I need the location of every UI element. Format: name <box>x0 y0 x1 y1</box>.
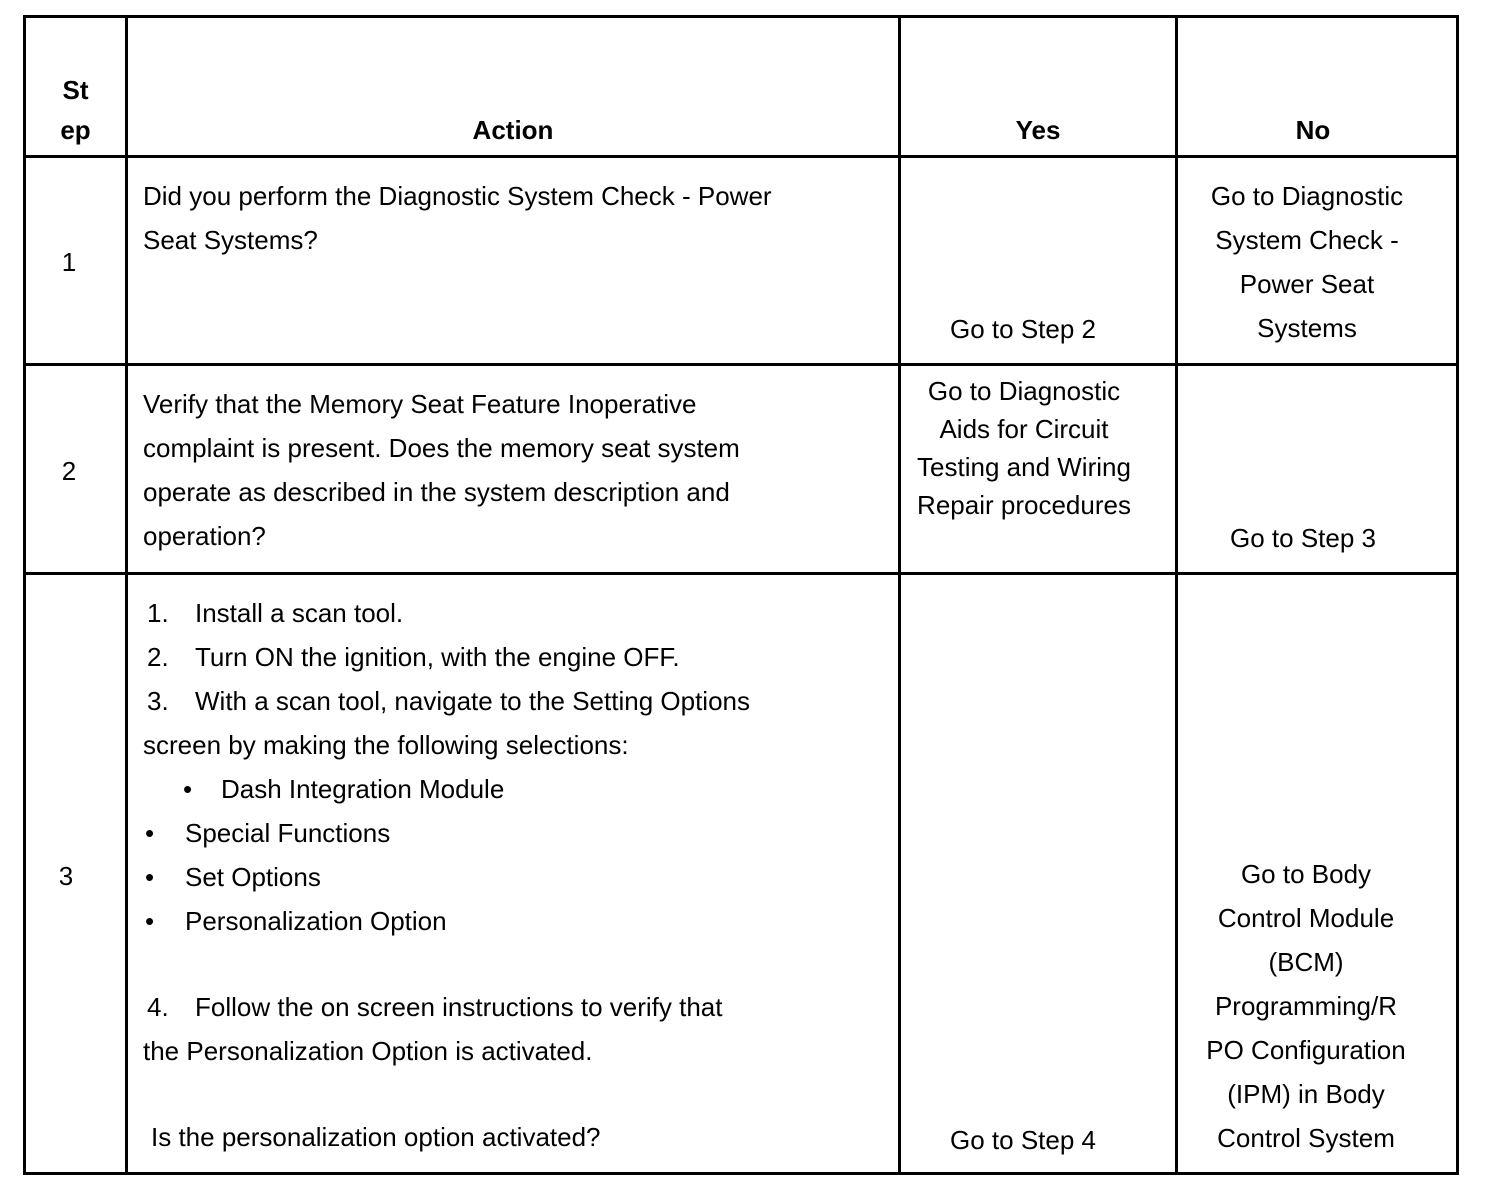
row3-no-line2: Control Module <box>1217 903 1395 933</box>
row1-no <box>1178 174 1436 350</box>
row2-yes <box>901 372 1147 524</box>
bullet-icon: • <box>145 818 155 848</box>
bullet-icon: • <box>145 862 155 892</box>
row3-step-item <box>143 635 750 679</box>
row2-yes-line4: Repair procedures <box>917 490 1131 520</box>
diagnostic-table <box>23 15 1459 1175</box>
column-divider-step <box>125 18 128 1172</box>
row1-no-line2: System Check - <box>1215 225 1399 255</box>
bullet-item <box>143 855 750 899</box>
row3-no-line6: (IPM) in Body <box>1227 1079 1385 1109</box>
bullet-item <box>143 767 750 811</box>
row2-action-line2: complaint is present. Does the memory seat system <box>143 433 740 463</box>
bullet-icon: • <box>183 774 193 804</box>
row1-no-line1: Go to Diagnostic <box>1210 181 1404 211</box>
row1-action-line2: Seat Systems? <box>143 225 318 255</box>
row3-no-line3: (BCM) <box>1268 947 1344 977</box>
row3-no-line5: PO Configuration <box>1206 1035 1406 1065</box>
row1-no-line4: Systems <box>1257 313 1357 343</box>
row1-action <box>143 174 772 262</box>
row2-action-line3: operate as described in the system description and <box>143 477 730 507</box>
row3-no-line7: Control System <box>1217 1123 1395 1153</box>
row2-action-line4: operation? <box>143 521 266 551</box>
bullet-text: Dash Integration Module <box>221 774 505 804</box>
row1-yes: Go to Step 2 <box>950 314 1096 344</box>
row3-step3-continuation: screen by making the following selections: <box>143 730 629 760</box>
row2-yes-line2: Aids for Circuit <box>939 414 1109 444</box>
row3-question: Is the personalization option activated? <box>151 1122 601 1152</box>
row3-step-item <box>143 679 750 723</box>
bullet-text: Set Options <box>185 862 321 892</box>
row3-step4-item <box>143 985 750 1029</box>
bullet-icon: • <box>145 906 155 936</box>
row3-step-num: 2. <box>147 642 169 672</box>
row3-step-item <box>143 591 750 635</box>
header-action: Action <box>472 115 554 145</box>
column-divider-action <box>898 18 901 1172</box>
header-yes: Yes <box>1015 115 1061 145</box>
row3-step-num: 4. <box>147 992 169 1022</box>
header-no: No <box>1295 115 1331 145</box>
row3-no <box>1178 852 1434 1160</box>
row-divider-1 <box>26 363 1456 366</box>
row3-action <box>143 591 750 1159</box>
row3-step: 3 <box>58 861 74 891</box>
row3-no-line4: Programming/R <box>1214 991 1398 1021</box>
row-divider-header <box>26 155 1456 158</box>
row2-yes-line3: Testing and Wiring <box>917 452 1131 482</box>
row1-action-line1: Did you perform the Diagnostic System Check - Power <box>143 181 772 211</box>
bullet-item <box>143 899 750 943</box>
header-step-line1: St <box>62 75 89 105</box>
bullet-text: Special Functions <box>185 818 391 848</box>
row-divider-2 <box>26 572 1456 575</box>
header-step-line2: ep <box>60 115 91 145</box>
header-step <box>26 70 125 150</box>
row1-no-line3: Power Seat <box>1239 269 1375 299</box>
row3-step-text: With a scan tool, navigate to the Setting Options <box>195 686 750 716</box>
row2-action-line1: Verify that the Memory Seat Feature Inoperative <box>143 389 697 419</box>
row2-action <box>143 382 740 558</box>
row1-step: 1 <box>61 247 77 277</box>
row3-step4-continuation: the Personalization Option is activated. <box>143 1036 593 1066</box>
row2-step: 2 <box>61 456 77 486</box>
row3-no-line1: Go to Body <box>1240 859 1372 889</box>
row3-yes: Go to Step 4 <box>950 1125 1096 1155</box>
bullet-item <box>143 811 750 855</box>
row2-yes-line1: Go to Diagnostic <box>927 376 1121 406</box>
bullet-text: Personalization Option <box>185 906 447 936</box>
row3-step-num: 1. <box>147 598 169 628</box>
row3-step-text: Install a scan tool. <box>195 598 404 628</box>
row3-step-text: Turn ON the ignition, with the engine OFF. <box>195 642 680 672</box>
row3-step-text: Follow the on screen instructions to verify that <box>195 992 723 1022</box>
row3-step-num: 3. <box>147 686 169 716</box>
row2-no: Go to Step 3 <box>1230 523 1376 553</box>
